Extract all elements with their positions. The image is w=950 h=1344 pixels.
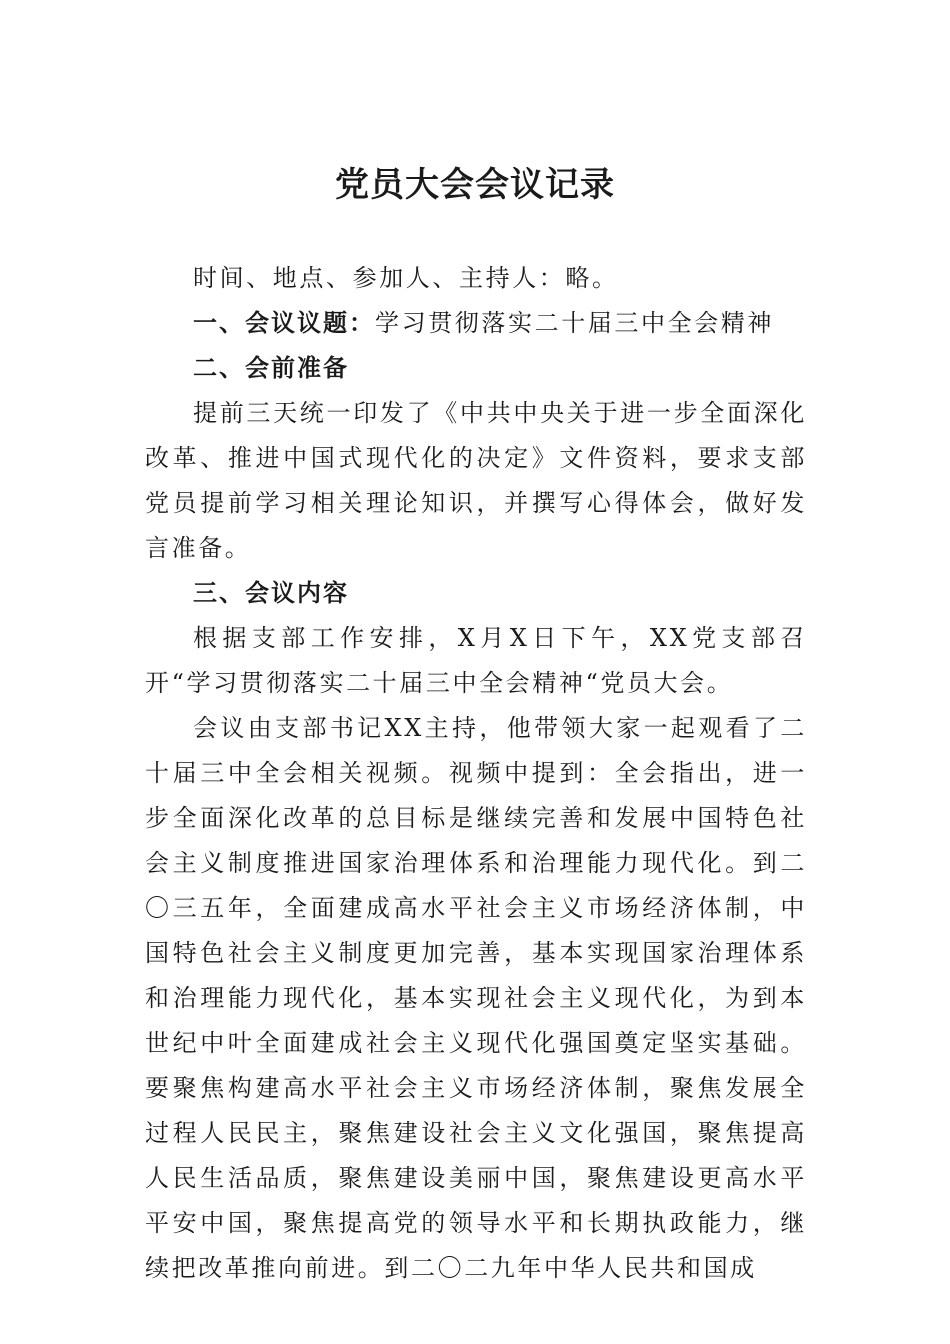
document-title: 党员大会会议记录 [335, 165, 615, 205]
section-3-heading: 三、会议内容 [193, 579, 349, 607]
content-paragraph-1: 根据支部工作安排，X月X日下午，XX党支部召开“学习贯彻落实二十届三中全会精神“党员大会。 [145, 624, 807, 697]
meeting-topic: 学习贯彻落实二十届三中全会精神 [375, 309, 774, 337]
section-1-heading-line [145, 301, 807, 346]
meeting-info-line: 时间、地点、参加人、主持人：略。 [193, 264, 619, 292]
section-2-heading: 二、会前准备 [193, 354, 349, 382]
section-1-heading: 一、会议议题： [193, 309, 375, 337]
document-body [145, 256, 807, 1291]
content-paragraph-2: 会议由支部书记XX主持，他带领大家一起观看了二十届三中全会相关视频。视频中提到：全会指出，进一步全面深化改革的总目标是继续完善和发展中国特色社会主义制度推进国家治理体系和治理能力现代化。到二〇三五年，全面建成高水平社会主义市场经济体制，中国特色社会主义制度更加完善，基本实现国家治理体系和治理能力现代化，基本实现社会主义现代化，为到本世纪中叶全面建成社会主义现代化强国奠定坚实基础。要聚焦构建高水平社会主义市场经济体制，聚焦发展全过程人民民主，聚焦建设社会主义文化强国，聚焦提高人民生活品质，聚焦建设美丽中国，聚焦建设更高水平平安中国，聚焦提高党的领导水平和长期执政能力，继续把改革推向前进。到二〇二九年中华人民共和国成 [145, 714, 807, 1282]
preparation-paragraph: 提前三天统一印发了《中共中央关于进一步全面深化改革、推进中国式现代化的决定》文件资料，要求支部党员提前学习相关理论知识，并撰写心得体会，做好发言准备。 [145, 399, 807, 562]
